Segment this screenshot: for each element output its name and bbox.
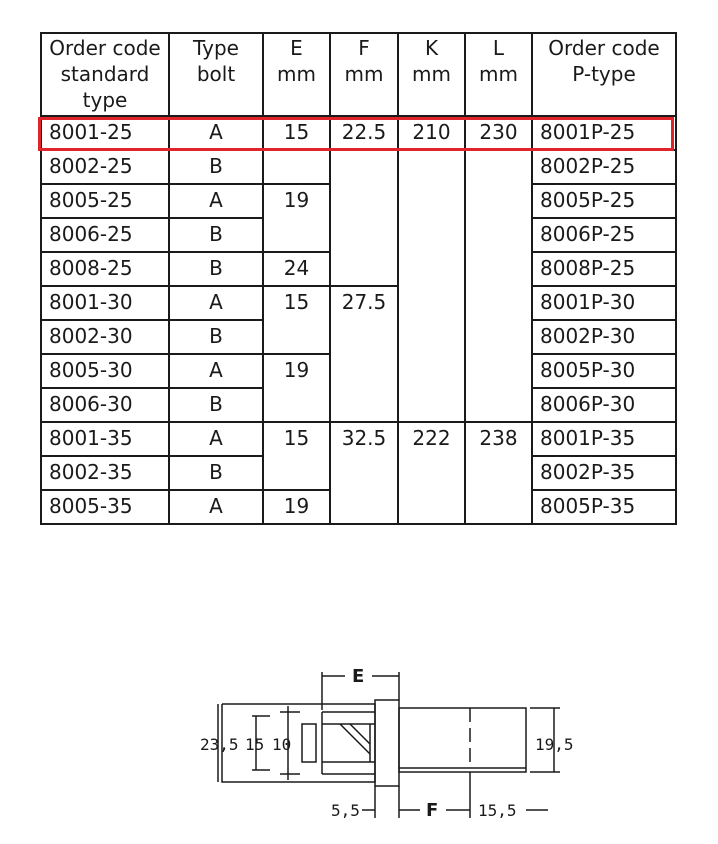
- header-line: mm: [344, 62, 384, 86]
- l-cell: 230: [465, 116, 532, 150]
- bolt-type-cell: B: [169, 456, 263, 490]
- table-row: [41, 422, 676, 456]
- header-line: L: [492, 36, 505, 60]
- e-cell: 15: [263, 286, 330, 354]
- header-line: mm: [277, 62, 316, 86]
- table-row: [41, 150, 676, 184]
- header-line: K: [424, 36, 439, 60]
- header-e: [263, 33, 330, 116]
- e-cell-empty: [263, 150, 330, 184]
- table-row: [41, 116, 676, 150]
- order-code-cell: 8008-25: [41, 252, 169, 286]
- bolt-type-cell: A: [169, 184, 263, 218]
- order-code-cell: 8005-35: [41, 490, 169, 524]
- order-code-cell: 8002-25: [41, 150, 169, 184]
- header-line: Type: [193, 36, 239, 60]
- header-line: E: [290, 36, 303, 60]
- header-k: [398, 33, 465, 116]
- bracket-diagonal: [350, 724, 370, 744]
- dim-label-5-5: 5,5: [331, 801, 360, 820]
- header-type-bolt: [169, 33, 263, 116]
- bolt-type-cell: A: [169, 354, 263, 388]
- dim-label-10: 10: [272, 735, 292, 754]
- e-cell: 15: [263, 116, 330, 150]
- bolt-type-cell: A: [169, 422, 263, 456]
- p-code-cell: 8006P-30: [532, 388, 676, 422]
- l-cell: 238: [465, 422, 532, 524]
- bolt-type-cell: B: [169, 150, 263, 184]
- header-line: P-type: [572, 62, 636, 86]
- spec-table: [40, 32, 677, 525]
- header-line: mm: [412, 62, 451, 86]
- p-code-cell: 8002P-30: [532, 320, 676, 354]
- header-l: [465, 33, 532, 116]
- f-cell-merged: [330, 150, 398, 286]
- table-header-row: [41, 33, 676, 116]
- order-code-cell: 8001-25: [41, 116, 169, 150]
- bolt-type-cell: B: [169, 388, 263, 422]
- p-code-cell: 8002P-35: [532, 456, 676, 490]
- table-row: [41, 286, 676, 320]
- f-cell: 27.5: [330, 286, 398, 422]
- header-line: type: [82, 88, 128, 112]
- p-code-cell: 8005P-30: [532, 354, 676, 388]
- e-cell: 19: [263, 184, 330, 252]
- dim-label-23-5: 23,5: [200, 735, 239, 754]
- order-code-cell: 8001-30: [41, 286, 169, 320]
- bolt-rect: [302, 724, 316, 762]
- order-code-cell: 8001-35: [41, 422, 169, 456]
- order-code-cell: 8006-25: [41, 218, 169, 252]
- dim-label-e: E: [352, 666, 365, 687]
- e-cell: 19: [263, 354, 330, 422]
- bolt-type-cell: A: [169, 286, 263, 320]
- p-code-cell: 8001P-30: [532, 286, 676, 320]
- f-cell: 32.5: [330, 422, 398, 524]
- header-line: standard: [60, 62, 150, 86]
- order-code-cell: 8002-30: [41, 320, 169, 354]
- order-code-cell: 8005-30: [41, 354, 169, 388]
- bolt-type-cell: B: [169, 320, 263, 354]
- dim-label-19-5: 19,5: [535, 735, 574, 754]
- header-line: F: [358, 36, 370, 60]
- k-cell-merged: [398, 150, 465, 422]
- header-order-code-p-type: [532, 33, 676, 116]
- order-code-cell: 8005-25: [41, 184, 169, 218]
- order-code-cell: 8006-30: [41, 388, 169, 422]
- p-code-cell: 8005P-25: [532, 184, 676, 218]
- p-code-cell: 8002P-25: [532, 150, 676, 184]
- p-code-cell: 8006P-25: [532, 218, 676, 252]
- k-cell: 222: [398, 422, 465, 524]
- k-cell: 210: [398, 116, 465, 150]
- header-f: [330, 33, 398, 116]
- p-code-cell: 8005P-35: [532, 490, 676, 524]
- header-line: mm: [479, 62, 518, 86]
- p-code-cell: 8001P-25: [532, 116, 676, 150]
- header-line: bolt: [196, 62, 236, 86]
- header-order-code-standard: [41, 33, 169, 116]
- technical-drawing: [0, 650, 718, 840]
- e-cell: 15: [263, 422, 330, 490]
- header-line: Order code: [49, 36, 161, 60]
- dim-label-f: F: [426, 800, 439, 821]
- bolt-type-cell: A: [169, 490, 263, 524]
- header-line: Order code: [548, 36, 660, 60]
- dim-label-15-5: 15,5: [478, 801, 517, 820]
- bolt-type-cell: B: [169, 218, 263, 252]
- p-code-cell: 8008P-25: [532, 252, 676, 286]
- cylinder-body: [399, 708, 526, 772]
- l-cell-merged: [465, 150, 532, 422]
- bolt-type-cell: A: [169, 116, 263, 150]
- e-cell: 24: [263, 252, 330, 286]
- dim-label-15: 15: [245, 735, 265, 754]
- e-cell: 19: [263, 490, 330, 524]
- p-code-cell: 8001P-35: [532, 422, 676, 456]
- bolt-type-cell: B: [169, 252, 263, 286]
- order-code-cell: 8002-35: [41, 456, 169, 490]
- flange: [375, 700, 399, 786]
- f-cell: 22.5: [330, 116, 398, 150]
